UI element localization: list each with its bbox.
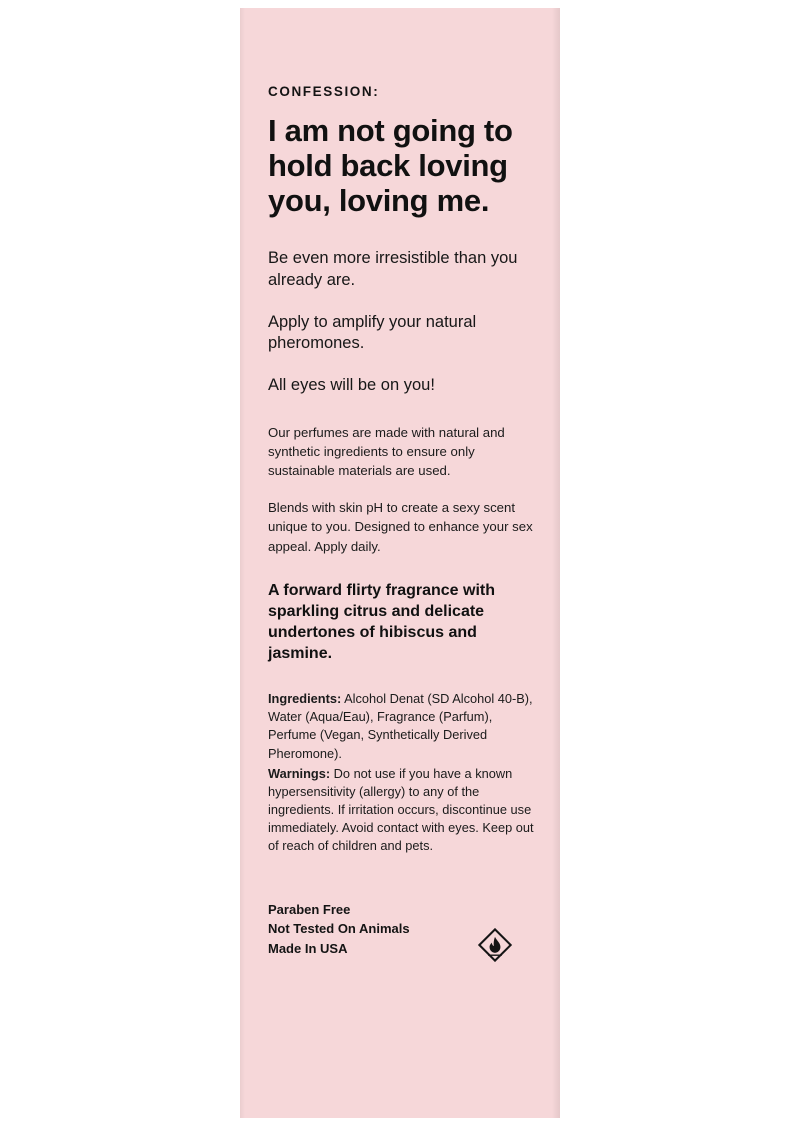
panel-content [268, 84, 536, 958]
claim-not-tested-on-animals: Not Tested On Animals [268, 921, 410, 937]
warnings-text: Do not use if you have a known hypersensitivity (allergy) to any of the ingredients. If irritation occurs, discontinue use immediately. Avoid contact with eyes. Keep out of reach of children and pets. [268, 765, 534, 854]
claim-paraben-free: Paraben Free [268, 901, 351, 917]
kicker-text: CONFESSION: [268, 84, 380, 99]
claims-block [268, 900, 536, 959]
lede-line-2: Apply to amplify your natural pheromones. [268, 312, 477, 353]
product-carton-panel [240, 8, 560, 1118]
ghs-flammable-pictogram [478, 928, 512, 962]
lede-line-3: All eyes will be on you! [268, 376, 435, 395]
carton-left-edge-shading [240, 8, 245, 1118]
lede-line-1: Be even more irresistible than you already are. [268, 249, 518, 289]
warnings-block [268, 765, 536, 856]
warnings-label: Warnings: [268, 765, 331, 781]
ingredients-block [268, 690, 536, 763]
lede-group [268, 248, 536, 397]
ingredients-text: Alcohol Denat (SD Alcohol 40-B), Water (Aqua/Eau), Fragrance (Parfum), Perfume (Vegan, Synthetically Derived Pheromone). [268, 691, 533, 761]
headline: I am not going to hold back loving you, loving me. [268, 113, 513, 219]
claim-made-in-usa: Made In USA [268, 940, 348, 956]
body-paragraph-1: Our perfumes are made with natural and synthetic ingredients to ensure only sustainable materials are used. [268, 424, 505, 479]
body-paragraph-2: Blends with skin pH to create a sexy scent unique to you. Designed to enhance your sex appeal. Apply daily. [268, 500, 533, 554]
ingredients-label: Ingredients: [268, 691, 342, 707]
carton-right-edge-shading [552, 8, 560, 1118]
scent-description: A forward flirty fragrance with sparkling citrus and delicate undertones of hibiscus and jasmine. [268, 581, 495, 663]
